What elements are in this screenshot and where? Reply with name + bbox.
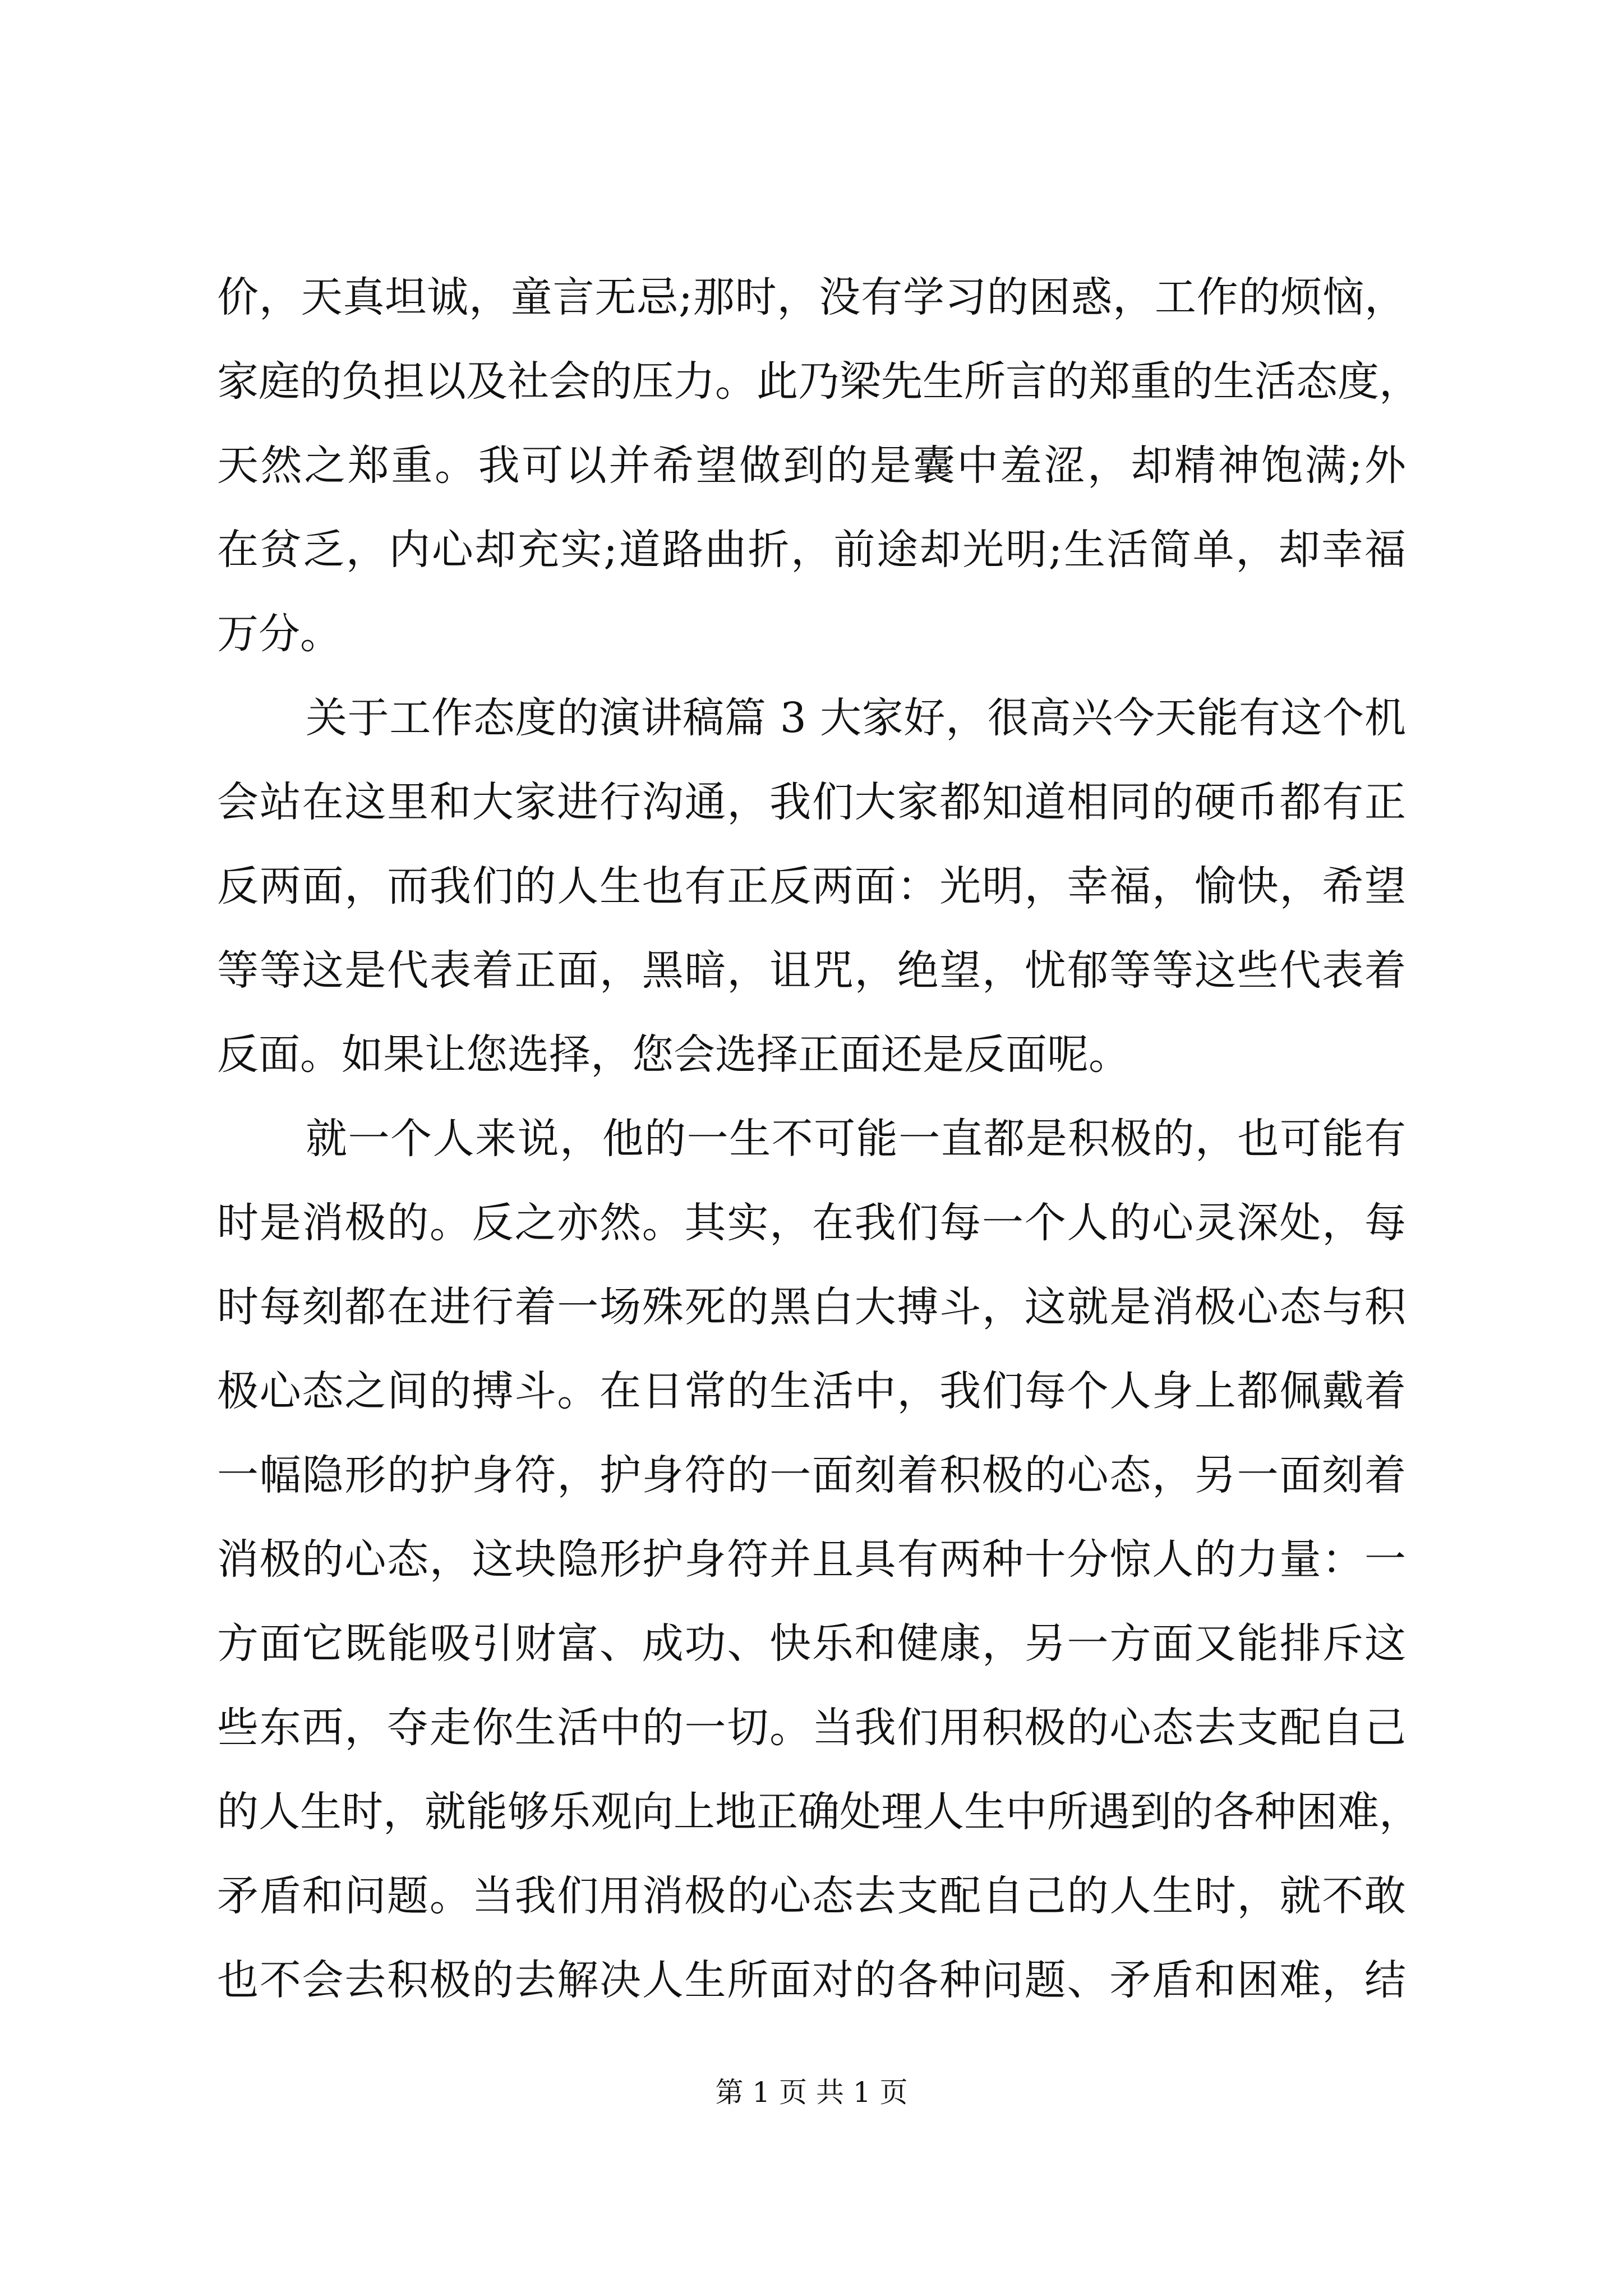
text-line: 天然之郑重。我可以并希望做到的是囊中羞涩，却精神饱满;外 [217,441,1406,490]
text-line: 反面。如果让您选择，您会选择正面还是反面呢。 [217,1030,1130,1079]
page-number-label: 第 1 页 共 1 页 [715,2076,908,2109]
text-line: 方面它既能吸引财富、成功、快乐和健康，另一方面又能排斥这 [217,1619,1406,1668]
paragraph-2 [217,676,1406,1097]
text-line: 的人生时，就能够乐观向上地正确处理人生中所遇到的各种困难， [217,1788,1421,1836]
text-line: 等等这是代表着正面，黑暗，诅咒，绝望，忧郁等等这些代表着 [217,946,1406,995]
text-line: 家庭的负担以及社会的压力。此乃梁先生所言的郑重的生活态度， [217,357,1421,406]
text-line: 一幅隐形的护身符，护身符的一面刻着积极的心态，另一面刻着 [217,1451,1406,1499]
text-line: 极心态之间的搏斗。在日常的生活中，我们每个人身上都佩戴着 [217,1367,1406,1415]
text-line: 消极的心态，这块隐形护身符并且具有两种十分惊人的力量：一 [217,1535,1406,1584]
paragraph-3 [217,1097,1421,2022]
text-line: 万分。 [217,610,342,658]
text-line: 反两面，而我们的人生也有正反两面：光明，幸福，愉快，希望 [217,862,1406,910]
text-line: 在贫乏，内心却充实;道路曲折，前途却光明;生活简单，却幸福 [217,526,1406,574]
text-line: 会站在这里和大家进行沟通，我们大家都知道相同的硬币都有正 [217,778,1406,826]
text-line: 矛盾和问题。当我们用消极的心态去支配自己的人生时，就不敢 [217,1872,1406,1920]
text-line: 也不会去积极的去解决人生所面对的各种问题、矛盾和困难，结 [217,1956,1406,2004]
text-line: 些东西，夺走你生活中的一切。当我们用积极的心态去支配自己 [217,1704,1406,1752]
text-line: 关于工作态度的演讲稿篇 3 大家好，很高兴今天能有这个机 [306,694,1406,742]
text-line: 时每刻都在进行着一场殊死的黑白大搏斗，这就是消极心态与积 [217,1283,1406,1331]
paragraph-1 [217,255,1421,676]
text-line: 价，天真坦诚，童言无忌;那时，没有学习的困惑，工作的烦恼， [217,273,1406,321]
page-footer [0,2073,1623,2112]
document-body [217,255,1421,2022]
text-line: 时是消极的。反之亦然。其实，在我们每一个人的心灵深处，每 [217,1199,1406,1247]
text-line: 就一个人来说，他的一生不可能一直都是积极的，也可能有 [306,1115,1406,1163]
